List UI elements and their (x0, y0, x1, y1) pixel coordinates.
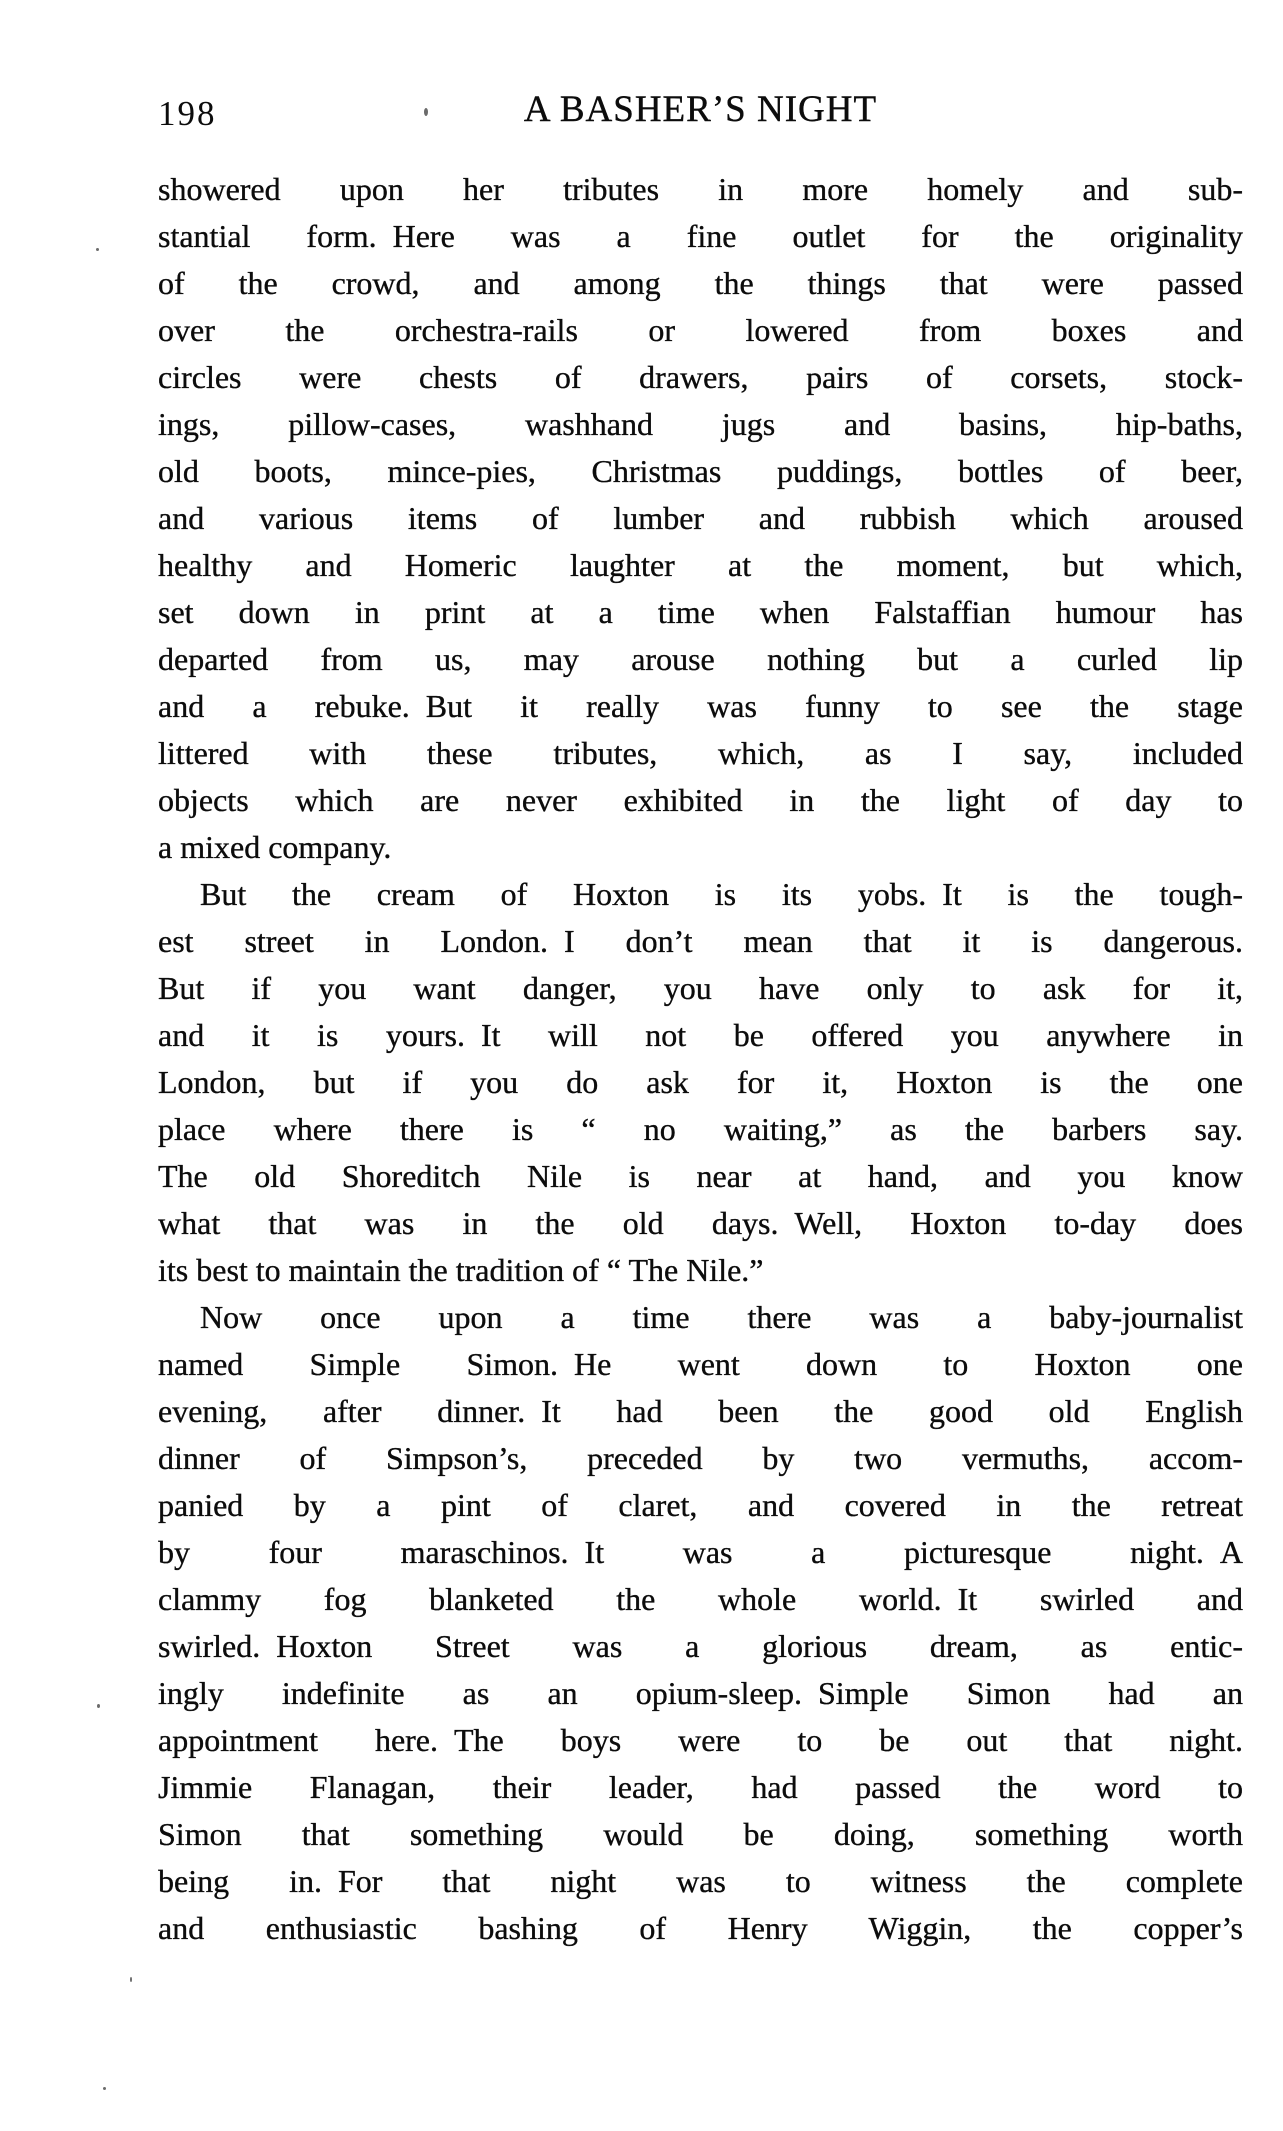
paragraph (158, 166, 1243, 871)
text-line: stantial form. Here was a fine outlet for the originality (158, 218, 1243, 254)
body-text (158, 166, 1243, 1952)
text-line: ingly indefinite as an opium-sleep. Simple Simon had an (158, 1675, 1243, 1711)
text-line: named Simple Simon. He went down to Hoxton one (158, 1346, 1243, 1382)
text-line: healthy and Homeric laughter at the moment, but which, (158, 547, 1243, 583)
text-line: But if you want danger, you have only to ask for it, (158, 970, 1243, 1006)
text-line: and enthusiastic bashing of Henry Wiggin, the copper’s (158, 1910, 1243, 1946)
paragraph (158, 871, 1243, 1294)
text-line: a mixed company. (158, 829, 392, 865)
text-line: and a rebuke. But it really was funny to see the stage (158, 688, 1243, 724)
text-line: clammy fog blanketed the whole world. It swirled and (158, 1581, 1243, 1617)
text-line: Simon that something would be doing, something worth (158, 1816, 1243, 1852)
text-line: The old Shoreditch Nile is near at hand, and you know (158, 1158, 1243, 1194)
scan-speck (424, 108, 428, 116)
text-line: appointment here. The boys were to be out that night. (158, 1722, 1243, 1758)
text-line: being in. For that night was to witness the complete (158, 1863, 1243, 1899)
text-line: and it is yours. It will not be offered you anywhere in (158, 1017, 1243, 1053)
text-line: and various items of lumber and rubbish which aroused (158, 500, 1243, 536)
text-line: circles were chests of drawers, pairs of corsets, stock- (158, 359, 1243, 395)
scan-speck (96, 248, 99, 251)
text-line: set down in print at a time when Falstaffian humour has (158, 594, 1243, 630)
scan-speck (130, 1977, 132, 1982)
scan-speck (103, 2087, 106, 2090)
text-line: its best to maintain the tradition of “ The Nile.” (158, 1252, 764, 1288)
text-line: showered upon her tributes in more homely and sub- (158, 171, 1243, 207)
text-line: place where there is “ no waiting,” as the barbers say. (158, 1111, 1243, 1147)
text-line: swirled. Hoxton Street was a glorious dream, as entic- (158, 1628, 1243, 1664)
text-line: old boots, mince-pies, Christmas puddings, bottles of beer, (158, 453, 1243, 489)
text-line: Now once upon a time there was a baby-journalist (200, 1299, 1243, 1335)
text-line: by four maraschinos. It was a picturesque night. A (158, 1534, 1243, 1570)
text-line: objects which are never exhibited in the light of day to (158, 782, 1243, 818)
paragraph (158, 1294, 1243, 1952)
text-line: of the crowd, and among the things that were passed (158, 265, 1243, 301)
text-line: But the cream of Hoxton is its yobs. It is the tough- (200, 876, 1243, 912)
text-line: London, but if you do ask for it, Hoxton is the one (158, 1064, 1243, 1100)
text-line: panied by a pint of claret, and covered in the retreat (158, 1487, 1243, 1523)
running-title: A BASHER’S NIGHT (523, 89, 878, 130)
text-line: evening, after dinner. It had been the good old English (158, 1393, 1243, 1429)
text-line: departed from us, may arouse nothing but a curled lip (158, 641, 1243, 677)
scan-speck (97, 1704, 100, 1708)
text-line: over the orchestra-rails or lowered from boxes and (158, 312, 1243, 348)
text-line: ings, pillow-cases, washhand jugs and basins, hip-baths, (158, 406, 1243, 442)
text-line: littered with these tributes, which, as I say, included (158, 735, 1243, 771)
page-header (158, 88, 1243, 138)
page-number: 198 (158, 94, 217, 133)
text-line: est street in London. I don’t mean that it is dangerous. (158, 923, 1243, 959)
text-line: Jimmie Flanagan, their leader, had passed the word to (158, 1769, 1243, 1805)
text-line: dinner of Simpson’s, preceded by two vermuths, accom- (158, 1440, 1243, 1476)
text-line: what that was in the old days. Well, Hoxton to-day does (158, 1205, 1243, 1241)
